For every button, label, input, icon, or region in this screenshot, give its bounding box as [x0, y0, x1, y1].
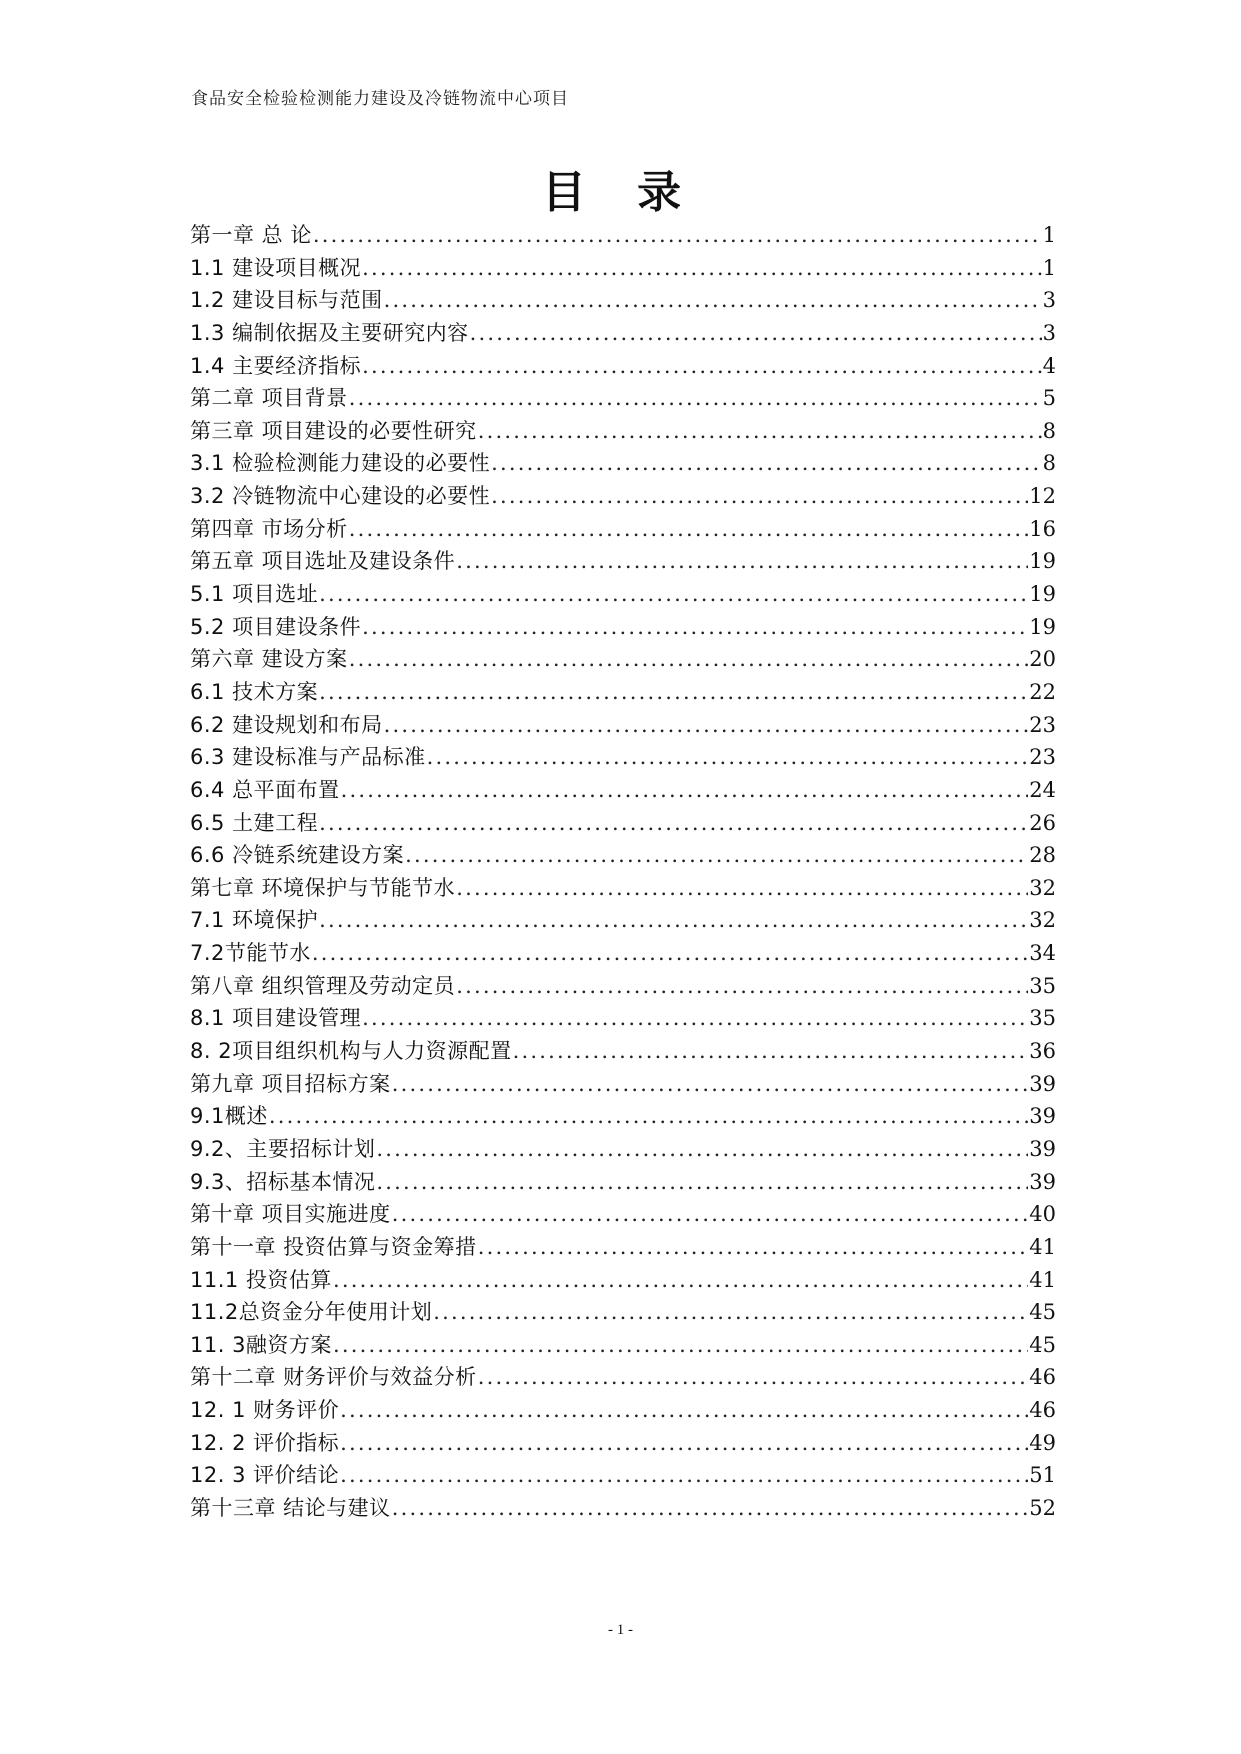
toc-dot-leader	[349, 643, 1029, 676]
toc-dot-leader	[312, 937, 1028, 970]
table-of-contents	[190, 219, 1056, 1525]
toc-entry-page: 12	[1029, 484, 1056, 509]
toc-entry-label: 12. 2 评价指标	[190, 1430, 340, 1455]
toc-entry[interactable]	[190, 1394, 1056, 1427]
toc-entry[interactable]	[190, 1264, 1056, 1297]
toc-dot-leader	[362, 350, 1042, 383]
toc-entry[interactable]	[190, 839, 1056, 872]
toc-entry-label: 11.1 投资估算	[190, 1267, 332, 1292]
toc-entry[interactable]	[190, 1492, 1056, 1525]
running-header: 食品安全检验检测能力建设及冷链物流中心项目	[191, 89, 569, 109]
toc-entry-page: 40	[1029, 1202, 1056, 1227]
toc-entry-label: 第五章 项目选址及建设条件	[190, 549, 456, 574]
toc-entry-label: 11. 3融资方案	[190, 1332, 332, 1357]
toc-entry-page: 1	[1042, 223, 1056, 247]
toc-entry[interactable]	[190, 219, 1056, 252]
toc-entry-label: 第六章 建设方案	[190, 647, 348, 672]
toc-entry-label: 8.1 项目建设管理	[190, 1006, 362, 1031]
page-title: 目 录	[541, 167, 700, 218]
toc-entry[interactable]	[190, 1035, 1056, 1068]
toc-dot-leader	[362, 1002, 1028, 1035]
toc-entry-page: 46	[1029, 1398, 1056, 1423]
toc-entry-page: 24	[1029, 777, 1056, 802]
toc-entry-page: 51	[1029, 1463, 1056, 1488]
toc-entry-page: 19	[1029, 549, 1056, 574]
toc-entry-label: 3.1 检验检测能力建设的必要性	[190, 451, 491, 476]
toc-dot-leader	[384, 284, 1042, 317]
toc-entry[interactable]	[190, 1329, 1056, 1362]
toc-entry-label: 1.3 编制依据及主要研究内容	[190, 320, 469, 345]
toc-entry[interactable]	[190, 317, 1056, 350]
toc-dot-leader	[349, 513, 1029, 546]
toc-dot-leader	[456, 545, 1028, 578]
toc-entry-page: 45	[1029, 1332, 1056, 1357]
toc-dot-leader	[456, 872, 1028, 905]
toc-dot-leader	[313, 219, 1042, 252]
toc-entry-label: 12. 1 财务评价	[190, 1398, 340, 1423]
toc-entry-label: 6.4 总平面布置	[190, 777, 340, 802]
toc-entry[interactable]	[190, 545, 1056, 578]
toc-entry-label: 5.1 项目选址	[190, 582, 319, 607]
toc-entry-label: 9.1概述	[190, 1104, 268, 1129]
toc-entry-page: 4	[1042, 353, 1056, 378]
toc-dot-leader	[427, 741, 1029, 774]
toc-entry[interactable]	[190, 1459, 1056, 1492]
toc-dot-leader	[349, 382, 1042, 415]
toc-dot-leader	[341, 774, 1029, 807]
toc-dot-leader	[513, 1035, 1029, 1068]
toc-entry-page: 41	[1029, 1234, 1056, 1259]
toc-entry-label: 5.2 项目建设条件	[190, 614, 362, 639]
toc-dot-leader	[340, 1394, 1028, 1427]
toc-entry-label: 6.6 冷链系统建设方案	[190, 843, 405, 868]
toc-entry-page: 39	[1029, 1104, 1056, 1129]
toc-entry-page: 28	[1029, 843, 1056, 868]
toc-entry[interactable]	[190, 252, 1056, 285]
toc-entry-label: 1.4 主要经济指标	[190, 353, 362, 378]
toc-dot-leader	[456, 970, 1028, 1003]
toc-dot-leader	[319, 676, 1028, 709]
toc-entry-label: 12. 3 评价结论	[190, 1463, 340, 1488]
toc-entry-page: 32	[1029, 908, 1056, 933]
toc-entry[interactable]	[190, 872, 1056, 905]
toc-entry-page: 22	[1029, 679, 1056, 704]
toc-entry-page: 8	[1042, 418, 1056, 443]
toc-dot-leader	[392, 1198, 1029, 1231]
toc-entry-label: 第三章 项目建设的必要性研究	[190, 418, 477, 443]
toc-dot-leader	[340, 1427, 1028, 1460]
toc-entry-page: 23	[1029, 712, 1056, 737]
toc-dot-leader	[470, 317, 1042, 350]
toc-entry[interactable]	[190, 611, 1056, 644]
toc-dot-leader	[319, 807, 1028, 840]
toc-entry-page: 1	[1042, 255, 1056, 280]
toc-entry[interactable]	[190, 1068, 1056, 1101]
page-number: - 1 -	[608, 1622, 633, 1638]
toc-entry-label: 第一章 总 论	[190, 223, 312, 247]
toc-entry-page: 5	[1042, 386, 1056, 411]
toc-entry-label: 第九章 项目招标方案	[190, 1071, 391, 1096]
toc-entry[interactable]	[190, 382, 1056, 415]
toc-entry-label: 8. 2项目组织机构与人力资源配置	[190, 1039, 512, 1064]
toc-entry-label: 第七章 环境保护与节能节水	[190, 875, 456, 900]
toc-dot-leader	[333, 1264, 1028, 1297]
toc-entry-label: 1.2 建设目标与范围	[190, 288, 383, 313]
toc-entry-page: 36	[1029, 1039, 1056, 1064]
toc-dot-leader	[319, 578, 1028, 611]
toc-entry[interactable]	[190, 447, 1056, 480]
toc-entry-page: 35	[1029, 973, 1056, 998]
toc-dot-leader	[376, 1133, 1028, 1166]
toc-entry[interactable]	[190, 1296, 1056, 1329]
toc-dot-leader	[478, 1361, 1029, 1394]
toc-dot-leader	[491, 447, 1042, 480]
toc-entry-label: 第十二章 财务评价与效益分析	[190, 1365, 477, 1390]
toc-entry[interactable]	[190, 1198, 1056, 1231]
toc-entry-label: 3.2 冷链物流中心建设的必要性	[190, 484, 491, 509]
toc-entry[interactable]	[190, 1231, 1056, 1264]
toc-entry-label: 7.1 环境保护	[190, 908, 319, 933]
toc-entry-page: 8	[1042, 451, 1056, 476]
toc-dot-leader	[491, 480, 1028, 513]
toc-entry[interactable]	[190, 1166, 1056, 1199]
toc-dot-leader	[333, 1329, 1028, 1362]
toc-entry[interactable]	[190, 807, 1056, 840]
toc-entry-label: 7.2节能节水	[190, 941, 311, 966]
toc-dot-leader	[362, 611, 1028, 644]
toc-entry-label: 第十章 项目实施进度	[190, 1202, 391, 1227]
toc-entry[interactable]	[190, 284, 1056, 317]
toc-entry[interactable]	[190, 350, 1056, 383]
toc-entry-label: 1.1 建设项目概况	[190, 255, 362, 280]
toc-entry[interactable]	[190, 676, 1056, 709]
toc-entry-page: 16	[1029, 516, 1056, 541]
toc-entry[interactable]	[190, 578, 1056, 611]
toc-entry-label: 第二章 项目背景	[190, 386, 348, 411]
toc-entry[interactable]	[190, 709, 1056, 742]
toc-entry[interactable]	[190, 415, 1056, 448]
toc-entry[interactable]	[190, 1427, 1056, 1460]
toc-entry-label: 11.2总资金分年使用计划	[190, 1300, 433, 1325]
toc-entry[interactable]	[190, 480, 1056, 513]
toc-entry-label: 第十三章 结论与建议	[190, 1495, 391, 1520]
toc-entry-page: 41	[1029, 1267, 1056, 1292]
toc-dot-leader	[405, 839, 1028, 872]
toc-dot-leader	[362, 252, 1042, 285]
toc-entry[interactable]	[190, 970, 1056, 1003]
toc-entry-page: 34	[1029, 941, 1056, 966]
toc-entry[interactable]	[190, 774, 1056, 807]
toc-dot-leader	[478, 415, 1042, 448]
toc-entry-label: 9.3、招标基本情况	[190, 1169, 376, 1194]
toc-entry-page: 19	[1029, 582, 1056, 607]
toc-entry[interactable]	[190, 1002, 1056, 1035]
toc-entry[interactable]	[190, 904, 1056, 937]
toc-entry-page: 3	[1042, 320, 1056, 345]
toc-entry-page: 20	[1029, 647, 1056, 672]
toc-entry-page: 46	[1029, 1365, 1056, 1390]
toc-entry-page: 23	[1029, 745, 1056, 770]
toc-dot-leader	[478, 1231, 1029, 1264]
toc-entry-label: 6.5 土建工程	[190, 810, 319, 835]
toc-entry-page: 39	[1029, 1136, 1056, 1161]
toc-entry-label: 6.1 技术方案	[190, 679, 319, 704]
toc-dot-leader	[384, 709, 1029, 742]
toc-dot-leader	[433, 1296, 1028, 1329]
toc-entry-page: 19	[1029, 614, 1056, 639]
toc-entry-label: 第四章 市场分析	[190, 516, 348, 541]
toc-entry-page: 52	[1029, 1495, 1056, 1520]
toc-entry-page: 39	[1029, 1169, 1056, 1194]
toc-entry[interactable]	[190, 1133, 1056, 1166]
toc-entry-label: 6.3 建设标准与产品标准	[190, 745, 426, 770]
toc-entry[interactable]	[190, 513, 1056, 546]
toc-entry[interactable]	[190, 1361, 1056, 1394]
toc-entry-label: 第八章 组织管理及劳动定员	[190, 973, 456, 998]
toc-dot-leader	[376, 1166, 1028, 1199]
toc-entry[interactable]	[190, 937, 1056, 970]
toc-entry-page: 45	[1029, 1300, 1056, 1325]
toc-entry-page: 39	[1029, 1071, 1056, 1096]
toc-dot-leader	[392, 1068, 1029, 1101]
toc-entry-page: 3	[1042, 288, 1056, 313]
toc-entry[interactable]	[190, 1100, 1056, 1133]
toc-dot-leader	[340, 1459, 1028, 1492]
toc-dot-leader	[319, 904, 1028, 937]
toc-dot-leader	[392, 1492, 1029, 1525]
toc-entry-label: 9.2、主要招标计划	[190, 1136, 376, 1161]
toc-dot-leader	[269, 1100, 1028, 1133]
toc-entry[interactable]	[190, 741, 1056, 774]
toc-entry-page: 49	[1029, 1430, 1056, 1455]
toc-entry-label: 6.2 建设规划和布局	[190, 712, 383, 737]
toc-entry-page: 32	[1029, 875, 1056, 900]
toc-entry-label: 第十一章 投资估算与资金筹措	[190, 1234, 477, 1259]
toc-entry-page: 35	[1029, 1006, 1056, 1031]
toc-entry-page: 26	[1029, 810, 1056, 835]
toc-entry[interactable]	[190, 643, 1056, 676]
